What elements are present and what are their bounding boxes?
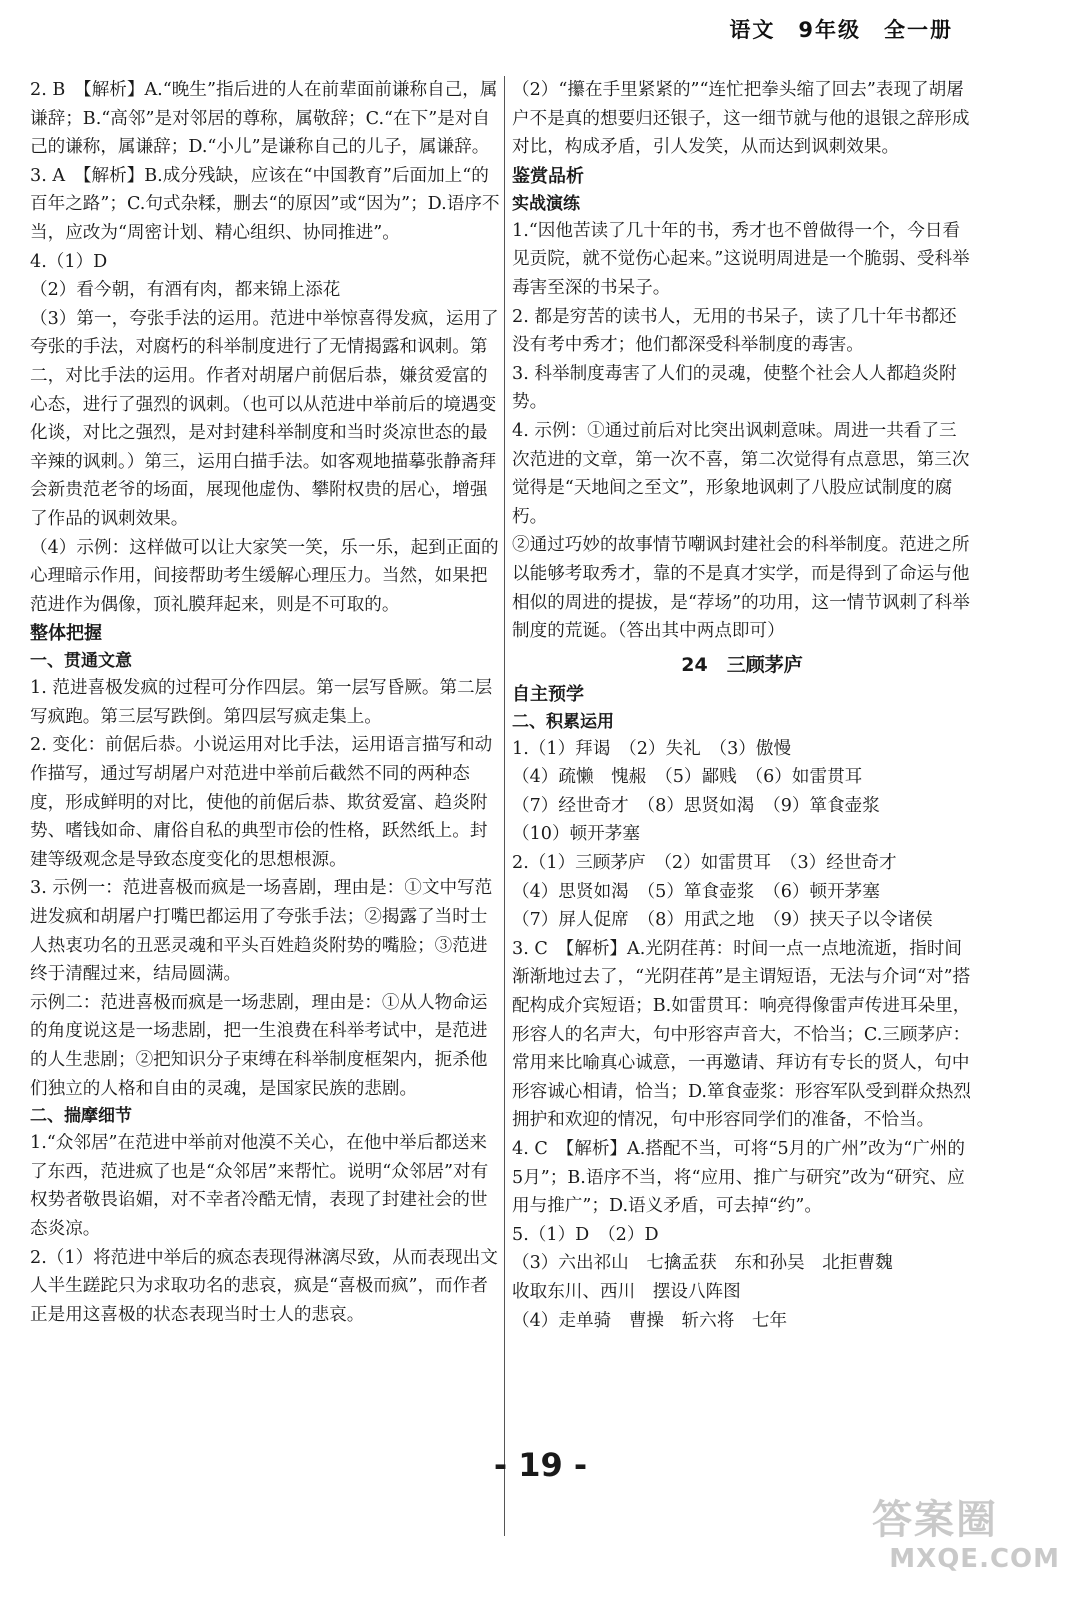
answer-practice-1: 1.“因他苦读了几十年的书，秀才也不曾做得一个，今日看见贡院，就不觉伤心起来。”这说明周进是一个脆弱、受科举毒害至深的书呆子。 xyxy=(512,220,970,298)
answer-q3: 3. A 【解析】B.成分残缺，应该在“中国教育”后面加上“的百年之路”；C.句式杂糅，删去“的原因”或“因为”；D.语序不当，应改为“周密计划、精心组织、协同推进”。 xyxy=(30,165,500,243)
answer-q2: 2. B 【解析】A.“晚生”指后进的人在前辈面前谦称自己，属谦辞；B.“高邻”是对邻居的尊称，属敬辞；C.“在下”是对自己的谦称，属谦辞；D.“小儿”是谦称自己的儿子，属谦辞。 xyxy=(30,80,498,158)
answer-accum-4: 4. C 【解析】A.搭配不当，可将“5月的广州”改为“广州的5月”；B.语序不当，将“应用、推广与研究”改为“研究、应用与推广”；D.语义矛盾，可去掉“约”。 xyxy=(512,1139,965,1217)
answer-q4: 4.（1）D （2）看今朝，有酒有肉，都来锦上添花 （3）第一，夸张手法的运用。范进中举惊喜得发疯，运用了夸张的手法，对腐朽的科举制度进行了无情揭露和讽刺。第二，对比手法的运用。作者对胡屠户前倨后恭，嫌贫爱富的心态，进行了强烈的讽刺。（也可以从范进中举前后的境遇变化谈，对比之强烈，是对封建科举制度和当时炎凉世态的最辛辣的讽刺。）第三，运用白描手法。如客观地描摹张静斋拜会新贵范老爷的场面，展现他虚伪、攀附权贵的居心，增强了作品的讽刺效果。 （4）示例：这样做可以让大家笑一笑，乐一乐，起到正面的心理暗示作用，间接帮助考生缓解心理压力。当然，如果把范进作为偶像，顶礼膜拜起来，则是不可取的。 xyxy=(30,251,499,615)
watermark-logo xyxy=(872,1496,1072,1596)
answer-whole-2: 2. 变化：前倨后恭。小说运用对比手法，运用语言描写和动作描写，通过写胡屠户对范进中举前后截然不同的两种态度，形成鲜明的对比，使他的前倨后恭、欺贫爱富、趋炎附势、嗜钱如命、庸俗自私的典型市侩的性格，跃然纸上。封建等级观念是导致态度变化的思想根源。 xyxy=(30,735,493,870)
subheading-practice: 实战演练 xyxy=(512,193,580,214)
answer-practice-4: 4. 示例：①通过前后对比突出讽刺意味。周进一共看了三次范进的文章，第一次不喜，第二次觉得有点意思，第三次觉得是“天地间之至文”，形象地讽刺了八股应试制度的腐朽。 ②通过巧妙的故事情节嘲讽封建社会的科举制度。范进之所以能够考取秀才，靠的不是真才实学，而是得到了命运与他相似的周进的提拔，是“荐场”的功用，这一情节讽刺了科举制度的荒诞。（答出其中两点即可） xyxy=(512,420,970,642)
answer-practice-2: 2. 都是穷苦的读书人，无用的书呆子，读了几十年书都还没有考中秀才；他们都深受科举制度的毒害。 xyxy=(512,306,957,356)
watermark-text: 答案圈 xyxy=(872,1497,998,1543)
left-column xyxy=(30,76,500,1329)
answer-detail-2: 2.（1）将范进中举后的疯态表现得淋漓尽致，从而表现出文人半生蹉跎只为求取功名的悲哀，疯是“喜极而疯”，而作者正是用这喜极的状态表现当时士人的悲哀。 xyxy=(30,1247,498,1325)
section-heading-preview: 自主预学 xyxy=(512,683,584,705)
subheading-accumulation: 二、积累运用 xyxy=(512,711,614,732)
page-number: - 19 - xyxy=(493,1446,588,1484)
lesson-title: 24 三顾茅庐 xyxy=(681,653,803,676)
answer-accum-3: 3. C 【解析】A.光阴荏苒：时间一点一点地流逝，指时间渐渐地过去了，“光阴荏苒”是主谓短语，无法与介词“对”搭配构成介宾短语；B.如雷贯耳：响亮得像雷声传进耳朵里，形容人的名声大，句中形容声音大，不恰当；C.三顾茅庐：常用来比喻真心诚意，一再邀请、拜访有专长的贤人，句中形容诚心相请，恰当；D.箪食壶浆：形容军队受到群众热烈拥护和欢迎的情况，句中形容同学们的准备，不恰当。 xyxy=(512,938,971,1131)
column-divider xyxy=(504,76,505,1536)
section-heading-appreciate: 鉴赏品析 xyxy=(512,165,584,187)
section-heading-whole: 整体把握 xyxy=(30,623,102,645)
answer-detail-2-part2: （2）“攥在手里紧紧的”“连忙把拳头缩了回去”表现了胡屠户不是真的想要归还银子，这一细节就与他的退银之辞形成对比，构成矛盾，引人发笑，从而达到讽刺效果。 xyxy=(512,80,970,158)
page-header: 语文 9年级 全一册 xyxy=(729,18,953,42)
right-column xyxy=(512,76,972,1335)
subheading-details: 二、揣摩细节 xyxy=(30,1106,132,1127)
answer-accum-5: 5.（1）D （2）D （3）六出祁山 七擒孟获 东和孙吴 北拒曹魏 收取东川、西川 摆设八阵图 （4）走单骑 曹操 斩六将 七年 xyxy=(512,1224,893,1331)
answer-whole-3: 3. 示例一：范进喜极而疯是一场喜剧，理由是：①文中写范进发疯和胡屠户打嘴巴都运用了夸张手法；②揭露了当时士人热衷功名的丑恶灵魂和平头百姓趋炎附势的嘴脸；③范进终于清醒过来，结局圆满。 示例二：范进喜极而疯是一场悲剧，理由是：①从人物命运的角度说这是一场悲剧，把一生浪费在科举考试中，是范进的人生悲剧；②把知识分子束缚在科举制度框架内，扼杀他们独立的人格和自由的灵魂，是国家民族的悲剧。 xyxy=(30,878,493,1099)
answer-whole-1: 1. 范进喜极发疯的过程可分作四层。第一层写昏厥。第二层写疯跑。第三层写跌倒。第四层写疯走集上。 xyxy=(30,678,493,727)
subheading-comprehension: 一、贯通文意 xyxy=(30,651,132,672)
watermark-url: MXQE.COM xyxy=(889,1544,1060,1574)
answer-practice-3: 3. 科举制度毒害了人们的灵魂，使整个社会人人都趋炎附势。 xyxy=(512,363,957,413)
answer-detail-1: 1.“众邻居”在范进中举前对他漠不关心，在他中举后都送来了东西，范进疯了也是“众邻居”来帮忙。说明“众邻居”对有权势者敬畏谄媚，对不幸者冷酷无情，表现了封建社会的世态炎凉。 xyxy=(30,1133,489,1239)
answer-accum-1: 1.（1）拜谒 （2）失礼 （3）傲慢 （4）疏懒 愧赧 （5）鄙贱 （6）如雷贯耳 （7）经世奇才 （8）思贤如渴 （9）箪食壶浆 （10）顿开茅塞 xyxy=(512,738,880,845)
answer-accum-2: 2.（1）三顾茅庐 （2）如雷贯耳 （3）经世奇才 （4）思贤如渴 （5）箪食壶浆 （6）顿开茅塞 （7）屏人促席 （8）用武之地 （9）挟天子以令诸侯 xyxy=(512,853,933,931)
